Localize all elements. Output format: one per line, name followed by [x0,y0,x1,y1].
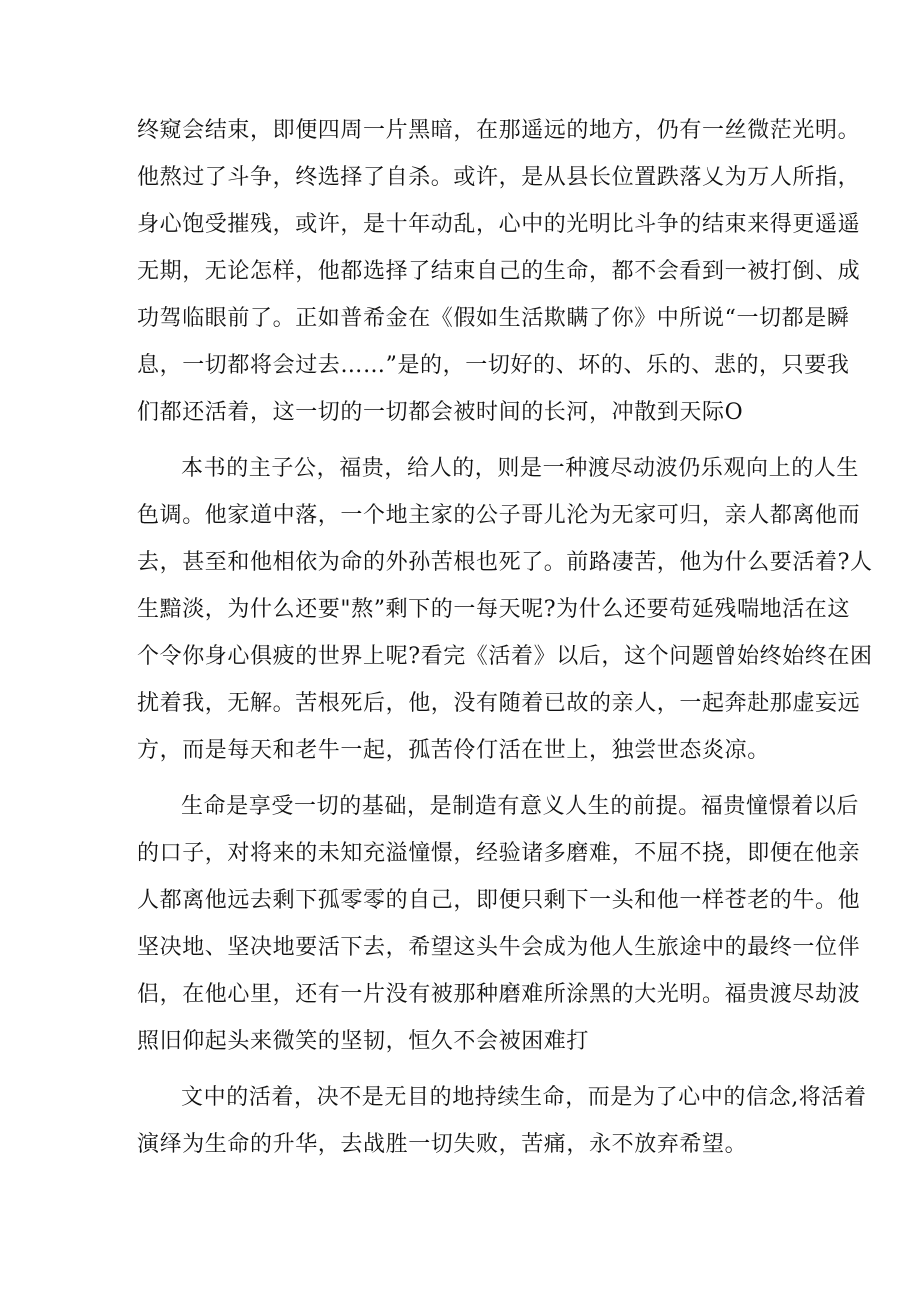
text-line: 文中的活着，决不是无目的地持续生命，而是为了心中的信念,将活着 [181,1085,867,1110]
text-line: 坚决地、坚决地要活下去，希望这头牛会成为他人生旅途中的最终一位伴 [137,935,861,960]
text-line: 息，一切都将会过去……”是的，一切好的、坏的、乐的、悲的，只要我 [137,353,850,378]
text-line: 无期，无论怎样，他都选择了结束自己的生命，都不会看到一被打倒、成 [137,259,861,284]
paragraph-2 [137,445,873,774]
text-line: 方，而是每天和老牛一起，孤苦伶仃活在世上，独尝世态炎凉。 [137,738,770,763]
text-line: 人都离他远去剩下孤零零的自己，即便只剩下一头和他一样苍老的牛。他 [137,888,861,913]
paragraph-gap [137,1065,787,1074]
text-line: 本书的主子公，福贵，给人的，则是一种渡尽动波仍乐观向上的人生 [181,456,860,481]
paragraph-gap [137,774,787,783]
paragraph-4 [137,1074,867,1168]
text-line: 色调。他家道中落，一个地主家的公子哥儿沦为无家可归，亲人都离他而 [137,503,861,528]
paragraph-gap [137,436,787,445]
text-line: 去，甚至和他相依为命的外孙苦根也死了。前路凄苦，他为什么要活着?人 [137,550,873,575]
text-line: 身心饱受摧残，或许，是十年动乱，心中的光明比斗争的结束来得更遥遥 [137,212,861,237]
text-line: 生命是享受一切的基础，是制造有意义人生的前提。福贵憧憬着以后 [181,794,860,819]
text-line: 侣，在他心里，还有一片没有被那种磨难所涂黑的大光明。福贵渡尽劫波 [137,982,861,1007]
paragraph-1 [137,107,861,436]
text-line: 的口子，对将来的未知充溢憧憬，经验诸多磨难，不屈不挠，即便在他亲 [137,841,861,866]
document-body [137,107,873,1168]
text-line: 个令你身心俱疲的世界上呢?看完《活着》以后，这个问题曾始终始终在困 [137,644,873,669]
text-line: 演绎为生命的升华，去战胜一切失败，苦痛，永不放弃希望。 [137,1132,748,1157]
text-line: 扰着我，无解。苦根死后，他，没有随着已故的亲人，一起奔赴那虚妄远 [137,691,861,716]
text-line: 生黯淡，为什么还要"熬”剩下的一每天呢?为什么还要苟延残喘地活在这 [137,597,850,622]
text-line: 功驾临眼前了。正如普希金在《假如生活欺瞒了你》中所说“一切都是瞬 [137,306,850,331]
text-line: 终窥会结束，即便四周一片黑暗，在那遥远的地方，仍有一丝微茫光明。 [137,118,861,143]
paragraph-3 [137,783,861,1065]
text-line: 照旧仰起头来微笑的坚韧，恒久不会被困难打 [137,1029,590,1054]
text-line: 他熬过了斗争，终选择了自杀。或许，是从县长位置跌落乂为万人所指， [137,165,861,190]
text-line: 们都还活着，这一切的一切都会被时间的长河，冲散到天际O [137,400,744,425]
